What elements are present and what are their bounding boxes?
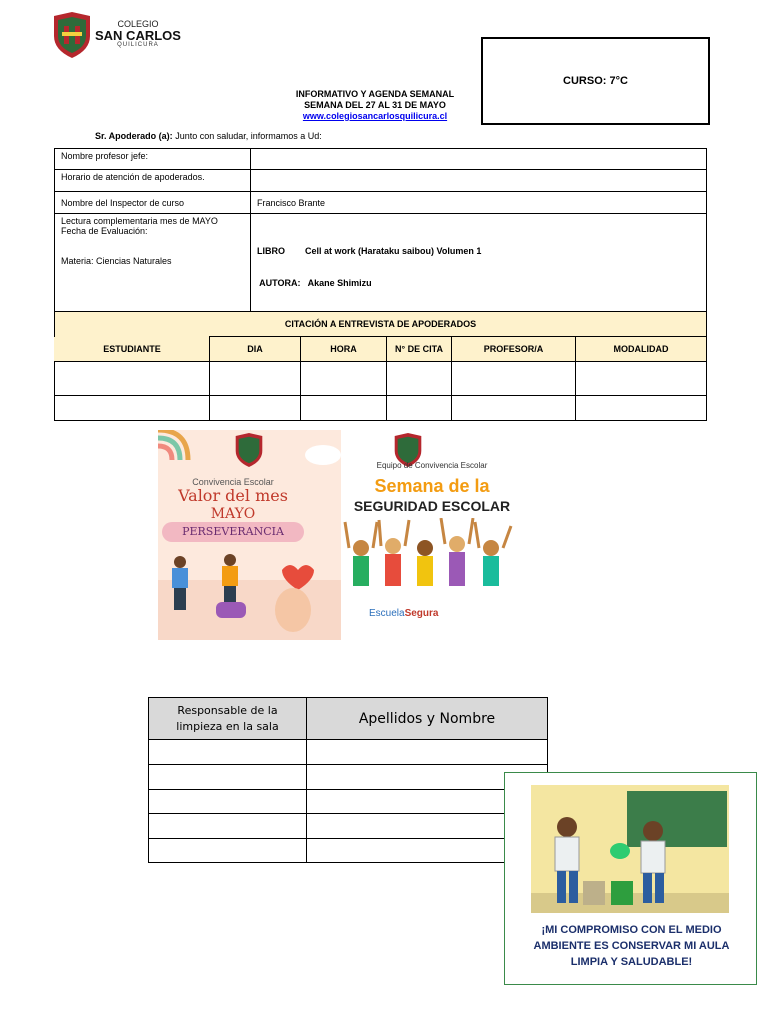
intro-text bbox=[95, 131, 322, 141]
book-title: LIBRO Cell at work (Harataku saibou) Volumen 1 bbox=[257, 245, 482, 256]
limpieza-cell[interactable] bbox=[149, 765, 307, 790]
inspector-label: Nombre del Inspector de curso bbox=[55, 192, 251, 214]
school-crest-icon bbox=[52, 12, 92, 58]
fecha-label: Fecha de Evaluación: bbox=[61, 226, 148, 236]
children-illustration bbox=[341, 518, 523, 598]
school-logo bbox=[52, 12, 182, 60]
col-profesor: PROFESOR/A bbox=[452, 337, 576, 362]
citacion-header-row bbox=[55, 337, 707, 362]
book-author: AUTORA: Akane Shimizu bbox=[257, 277, 372, 288]
cita-cell[interactable] bbox=[301, 396, 387, 421]
banner-left-title2: MAYO bbox=[210, 506, 256, 522]
table-row bbox=[149, 814, 548, 839]
logo-line-name: SAN CARLOS bbox=[95, 28, 181, 43]
poster-message: ¡MI COMPROMISO CON EL MEDIO AMBIENTE ES CONSERVAR MI AULA LIMPIA Y SALUDABLE! bbox=[533, 924, 730, 968]
seguridad-escolar-banner bbox=[341, 430, 523, 640]
col-hora: HORA bbox=[301, 337, 387, 362]
logo-line-city: QUILICURA bbox=[117, 42, 159, 48]
limpieza-cell[interactable] bbox=[149, 814, 307, 839]
banner-right-heading: Equipo de Convivencia Escolar bbox=[376, 461, 488, 470]
header-title: INFORMATIVO Y AGENDA SEMANAL bbox=[295, 89, 455, 99]
cita-cell[interactable] bbox=[55, 362, 210, 396]
limpieza-table bbox=[148, 697, 548, 863]
cita-cell[interactable] bbox=[576, 396, 707, 421]
col-cita: N° DE CITA bbox=[387, 337, 452, 362]
logo-line-colegio: COLEGIO bbox=[117, 19, 159, 29]
cita-cell[interactable] bbox=[301, 362, 387, 396]
people-illustration bbox=[158, 540, 341, 640]
cita-cell[interactable] bbox=[387, 362, 452, 396]
escuela-segura-b: Segura bbox=[404, 608, 439, 619]
cita-cell[interactable] bbox=[55, 396, 210, 421]
inspector-value: Francisco Brante bbox=[251, 192, 707, 214]
limpieza-cell[interactable] bbox=[149, 839, 307, 863]
table-row bbox=[55, 396, 707, 421]
website-link[interactable]: www.colegiosancarlosquilicura.cl bbox=[302, 110, 448, 121]
banner-right-title2: SEGURIDAD ESCOLAR bbox=[353, 498, 511, 514]
cita-cell[interactable] bbox=[387, 396, 452, 421]
limpieza-header-nombre: Apellidos y Nombre bbox=[307, 698, 548, 740]
banner-right-title1: Semana de la bbox=[374, 476, 490, 496]
cita-cell[interactable] bbox=[576, 362, 707, 396]
profesor-label: Nombre profesor jefe: bbox=[55, 149, 251, 170]
banner-left-value: PERSEVERANCIA bbox=[162, 522, 304, 542]
lectura-label: Lectura complementaria mes de MAYO bbox=[61, 216, 218, 226]
curso-box bbox=[481, 37, 710, 125]
table-row bbox=[55, 362, 707, 396]
horario-label: Horario de atención de apoderados. bbox=[55, 170, 251, 192]
intro-body: Junto con saludar, informamos a Ud: bbox=[172, 131, 322, 141]
cita-cell[interactable] bbox=[210, 396, 301, 421]
limpieza-cell[interactable] bbox=[307, 740, 548, 765]
horario-value bbox=[251, 170, 707, 192]
table-row bbox=[149, 740, 548, 765]
cita-cell[interactable] bbox=[452, 396, 576, 421]
limpieza-header-responsable: Responsable de la limpieza en la sala bbox=[149, 698, 307, 740]
col-dia: DIA bbox=[210, 337, 301, 362]
table-row bbox=[55, 170, 707, 192]
escuela-segura-logo bbox=[369, 608, 438, 619]
limpieza-cell[interactable] bbox=[149, 740, 307, 765]
banner-left-title1: Valor del mes bbox=[178, 486, 288, 505]
citacion-title: CITACIÓN A ENTREVISTA DE APODERADOS bbox=[55, 312, 707, 337]
materia-label: Materia: Ciencias Naturales bbox=[61, 256, 172, 266]
table-row bbox=[55, 192, 707, 214]
banner-left-heading: Convivencia Escolar bbox=[192, 477, 274, 487]
classroom-illustration bbox=[505, 773, 757, 913]
school-crest-icon bbox=[234, 433, 264, 467]
col-modalidad: MODALIDAD bbox=[576, 337, 707, 362]
cita-cell[interactable] bbox=[452, 362, 576, 396]
table-row bbox=[149, 790, 548, 814]
curso-label: CURSO: 7°C bbox=[563, 75, 628, 87]
document-header bbox=[260, 89, 490, 121]
escuela-segura-a: Escuela bbox=[369, 608, 405, 619]
table-row bbox=[55, 149, 707, 170]
citacion-table bbox=[54, 311, 707, 421]
col-estudiante: ESTUDIANTE bbox=[55, 337, 210, 362]
profesor-value bbox=[251, 149, 707, 170]
medio-ambiente-poster bbox=[504, 772, 757, 985]
limpieza-cell[interactable] bbox=[149, 790, 307, 814]
intro-greeting: Sr. Apoderado (a): bbox=[95, 131, 173, 141]
header-week: SEMANA DEL 27 AL 31 DE MAYO bbox=[304, 99, 446, 110]
valor-del-mes-banner bbox=[158, 430, 341, 640]
table-row bbox=[149, 839, 548, 863]
table-row bbox=[149, 765, 548, 790]
cita-cell[interactable] bbox=[210, 362, 301, 396]
